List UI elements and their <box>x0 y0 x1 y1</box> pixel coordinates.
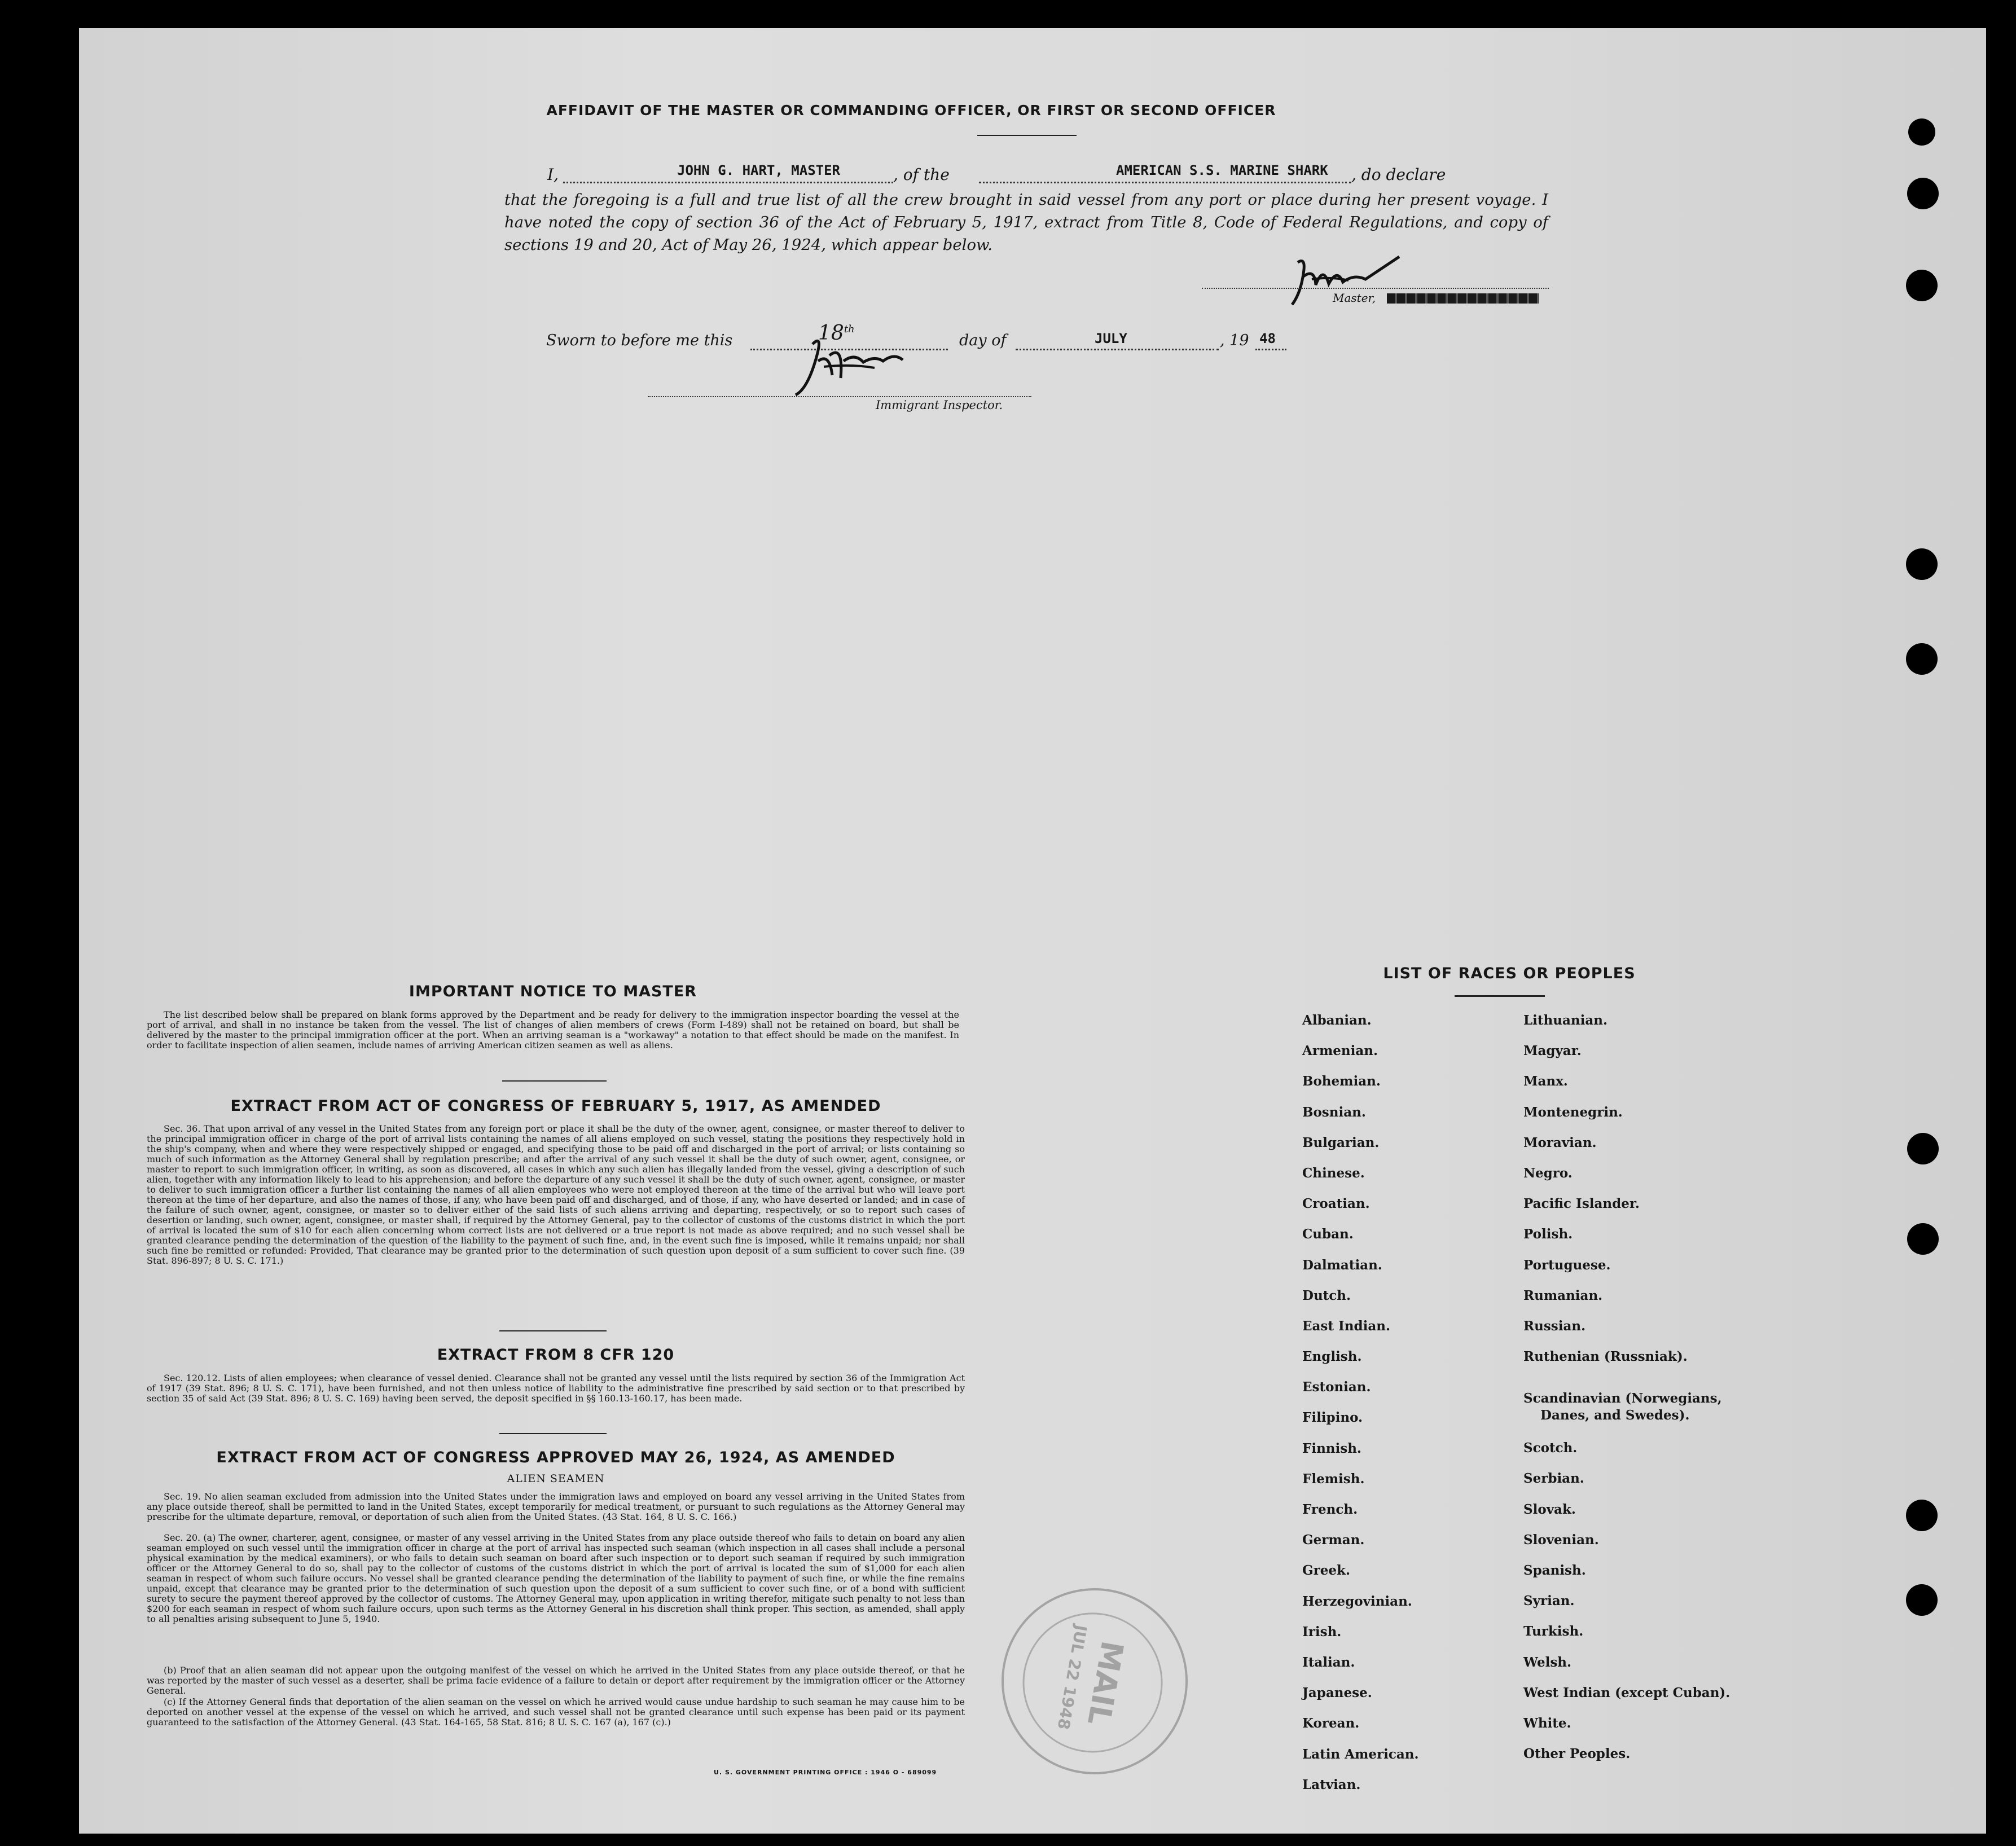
races-title-rule <box>1455 995 1545 997</box>
struck-title <box>1387 293 1539 304</box>
race-item: Scotch. <box>1523 1440 1578 1456</box>
extract-1924-sec20c: (c) If the Attorney General finds that deportation of the alien seaman on the vessel on which he arrived would cause undue hardship to such seaman he may cause him to be deported on another vessel at the expense of the vessel on which he arrived, and such vessel shall not be granted clearance until such expense has been paid or its payment guaranteed to the satisfaction of the Attorney General. (43 Stat. 164-165, 58 Stat. 816; 8 U. S. C. 167 (a), 167 (c).) <box>147 1696 965 1728</box>
races-left-column <box>1302 1013 1418 1808</box>
vessel-line <box>979 182 1351 183</box>
race-item: Polish. <box>1523 1227 1573 1242</box>
race-item: French. <box>1302 1502 1358 1517</box>
affidavit-pronoun: I, <box>547 165 559 184</box>
race-item: Korean. <box>1302 1716 1360 1731</box>
affidavit-title: AFFIDAVIT OF THE MASTER OR COMMANDING OFFICER, OR FIRST OR SECOND OFFICER <box>546 102 1276 118</box>
race-item: Lithuanian. <box>1523 1013 1607 1028</box>
race-item: Negro. <box>1523 1165 1573 1181</box>
notice-rule <box>502 1080 607 1082</box>
binder-hole <box>1906 643 1938 675</box>
extract-1917-title: EXTRACT FROM ACT OF CONGRESS OF FEBRUARY 5, 1917, AS AMENDED <box>230 1097 881 1115</box>
mail-stamp-word: MAIL <box>1081 1638 1131 1728</box>
race-item: Flemish. <box>1302 1471 1365 1487</box>
master-signature <box>1281 251 1428 319</box>
extract-1924-title: EXTRACT FROM ACT OF CONGRESS APPROVED MAY 26, 1924, AS AMENDED <box>216 1449 895 1466</box>
master-signature-line <box>1202 288 1549 289</box>
of-the-text: , of the <box>893 165 950 184</box>
sworn-day-number: 18 <box>818 322 844 345</box>
affidavit-title-rule <box>977 135 1077 136</box>
binder-hole <box>1908 118 1935 146</box>
extract-cfr-title: EXTRACT FROM 8 CFR 120 <box>437 1346 675 1364</box>
extract-1924-sec20a: Sec. 20. (a) The owner, charterer, agent, consignee, or master of any vessel arriving in the United States from any place outside thereof who fails to detain on board any alien seaman employed on such vessel until the immigration officer in charge at the port of arrival has inspected such seaman (which inspection in all cases shall include a personal physical examination by the medical examiners), or who fails to detain such seaman on board after such inspection or to deport such seaman if required by such immigration officer or the Attorney General to do so, shall pay to the collector of customs of the customs district in which the port of arrival is located the sum of $1,000 for each alien seaman in respect of whom such failure occurs. No vessel shall be granted clearance pending the determination of the liability to payment of such fine, or while the fine remains unpaid, except that clearance may be granted prior to the determination of such question upon the deposit of a sum sufficient to cover such fine, or of a bond with sufficient surety to secure the payment thereof approved by the collector of customs. The Attorney General may, upon application in writing therefor, mitigate such penalty to not less than $200 for each seaman in respect of whom such failure occurs, upon such terms as the Attorney General in his discretion shall think proper. This section, as amended, shall apply to all penalties arising subsequent to June 5, 1940. <box>147 1532 965 1624</box>
inspector-signature-line <box>648 396 1031 397</box>
binder-hole <box>1907 1133 1939 1164</box>
race-item: Irish. <box>1302 1624 1342 1640</box>
extract-cfr-rule <box>499 1433 607 1434</box>
binder-hole <box>1907 178 1939 209</box>
race-item: Scandinavian (Norwegians, <box>1523 1391 1722 1407</box>
day-of-text: day of <box>959 332 1007 349</box>
extract-cfr-text: Sec. 120.12. Lists of alien employees; when clearance of vessel denied. Clearance shall not be granted any vessel until the lists required by section 36 of the Immigration Act of 1917 (39 Stat. 896; 8 U. S. C. 171), have been furnished, and not then unless notice of liability to the administrative fine prescribed by said section or to that prescribed by section 35 of said Act (39 Stat. 896; 8 U. S. C. 169) having been served, the deposit specified in §§ 160.13-160.17, has been made. <box>147 1373 965 1404</box>
mail-stamp <box>987 1574 1202 1789</box>
race-item: Italian. <box>1302 1654 1355 1670</box>
race-item: Latin American. <box>1302 1746 1419 1762</box>
race-item: Other Peoples. <box>1523 1746 1631 1762</box>
race-item: Filipino. <box>1302 1410 1363 1426</box>
extract-1917-rule <box>499 1330 607 1331</box>
binder-hole <box>1906 270 1938 301</box>
affidavit-body: that the foregoing is a full and true list of all the crew brought in said vessel from any port or place during her present voyage. I have noted the copy of section 36 of the Act of February 5, 1917, extract from Title 8, Code of Federal Regulations, and copy of sections 19 and 20, Act of May 26, 1924, which appear below. <box>504 191 1548 254</box>
race-item: White. <box>1523 1715 1571 1731</box>
race-item: Moravian. <box>1523 1135 1597 1150</box>
declarant-line <box>563 182 893 183</box>
race-item: Manx. <box>1523 1074 1568 1089</box>
sworn-month: JULY <box>1095 331 1127 346</box>
master-caption: Master, <box>1333 291 1376 305</box>
race-item: Montenegrin. <box>1523 1104 1623 1120</box>
race-item: Serbian. <box>1523 1471 1584 1487</box>
race-item: German. <box>1302 1532 1365 1548</box>
race-item: Russian. <box>1523 1318 1586 1334</box>
race-item: Slovak. <box>1523 1501 1576 1517</box>
race-item: East Indian. <box>1302 1318 1390 1334</box>
race-item: Spanish. <box>1523 1563 1586 1578</box>
mail-stamp-date: JUL 22 1948 <box>1053 1623 1091 1731</box>
extract-1924-sec19: Sec. 19. No alien seaman excluded from admission into the United States under the immigration laws and employed on board any vessel arriving in the United States from any place outside thereof, shall be permitted to land in the United States, except temporarily for medical treatment, or pursuant to such regulations as the Attorney General may prescribe for the ultimate departure, removal, or deportation of such alien from the United States. (43 Stat. 164, 8 U. S. C. 166.) <box>147 1491 965 1522</box>
race-item: Pacific Islander. <box>1523 1196 1640 1212</box>
printer-imprint: U. S. GOVERNMENT PRINTING OFFICE : 1946 O - 689099 <box>714 1769 937 1776</box>
sworn-month-line <box>1016 349 1219 350</box>
extract-1924-subtitle: ALIEN SEAMEN <box>507 1473 605 1485</box>
race-item: Syrian. <box>1523 1593 1575 1609</box>
race-item: Danes, and Swedes). <box>1540 1408 1690 1423</box>
race-item: Welsh. <box>1523 1654 1572 1670</box>
race-item: Albanian. <box>1302 1013 1372 1028</box>
race-item: Dalmatian. <box>1302 1257 1382 1273</box>
extract-1924-sec20b: (b) Proof that an alien seaman did not appear upon the outgoing manifest of the vessel on which he arrived in the United States from any place outside thereof, or that he was reported by the master of such vessel as a deserter, shall be prima facie evidence of a failure to detain or deport after requirement by the immigration officer or the Attorney General. <box>147 1665 965 1696</box>
race-item: West Indian (except Cuban). <box>1523 1685 1730 1700</box>
race-item: Japanese. <box>1302 1685 1372 1701</box>
inspector-caption: Immigrant Inspector. <box>876 398 1003 412</box>
race-item: Slovenian. <box>1523 1532 1599 1548</box>
binder-hole <box>1907 1223 1939 1255</box>
race-item: Finnish. <box>1302 1440 1361 1456</box>
races-right-column <box>1523 1013 1730 1777</box>
declarant-name: JOHN G. HART, MASTER <box>677 162 840 178</box>
race-item: Magyar. <box>1523 1043 1582 1059</box>
race-item: Dutch. <box>1302 1287 1351 1303</box>
race-item: Croatian. <box>1302 1196 1370 1212</box>
vessel-name: AMERICAN S.S. MARINE SHARK <box>1116 162 1328 178</box>
inspector-signature <box>790 322 937 406</box>
do-declare-text: , do declare <box>1351 165 1446 184</box>
race-item: Bohemian. <box>1302 1074 1381 1089</box>
race-item: Bulgarian. <box>1302 1135 1380 1150</box>
race-item: Cuban. <box>1302 1227 1354 1242</box>
binder-hole <box>1906 548 1938 580</box>
race-item: Rumanian. <box>1523 1287 1603 1303</box>
notice-title: IMPORTANT NOTICE TO MASTER <box>409 983 697 1000</box>
race-item: Chinese. <box>1302 1165 1365 1181</box>
race-item: Estonian. <box>1302 1379 1371 1395</box>
extract-1917-text: Sec. 36. That upon arrival of any vessel in the United States from any foreign port or place it shall be the duty of the owner, agent, consignee, or master thereof to deliver to the principal immigration officer in charge of the port of arrival lists containing the names of all aliens employed on such vessel, stating the positions they respectively hold in the ship's company, when and where they were respectively shipped or engaged, and specifying those to be paid off and discharged in the port of arrival; or lists containing so much of such information as the Attorney General shall by regulation prescribe; and after the arrival of any such vessel it shall be the duty of such owner, agent, consignee, or master to report to such immigration officer, in writing, as soon as discovered, all cases in which any such alien has illegally landed from the vessel, giving a description of such alien, together with any information likely to lead to his apprehension; and before the departure of any such vessel it shall be the duty of such owner, agent, consignee, or master to deliver to such immigration officer a further list containing the names of all alien employees who were not employed thereon at the time of the arrival but who will leave port thereon at the time of her departure, and also the names of those, if any, who have been paid off and discharged, and of those, if any, who have deserted or landed; and in case of the failure of such owner, agent, consignee, or master so to deliver either of the said lists of such aliens arriving and departing, respectively, or so to report such cases of desertion or landing, such owner, agent, consignee, or master shall, if required by the Attorney General, pay to the collector of customs of the customs district in which the port of arrival is located the sum of $10 for each alien concerning whom correct lists are not delivered or a true report is not made as above required; and no such vessel shall be granted clearance pending the determination of the question of the liability to the payment of such fine, and, in the event such fine is imposed, while it remains unpaid; nor shall such fine be remitted or refunded: Provided, That clearance may be granted prior to the determination of such question upon deposit of a sum sufficient to cover such fine. (39 Stat. 896-897; 8 U. S. C. 171.) <box>147 1123 965 1266</box>
document-page <box>79 28 1986 1834</box>
race-item: Greek. <box>1302 1563 1350 1579</box>
sworn-year: 48 <box>1259 331 1276 346</box>
year-line <box>1255 349 1286 350</box>
race-item: Latvian. <box>1302 1777 1361 1792</box>
binder-hole <box>1906 1500 1938 1531</box>
notice-text: The list described below shall be prepared on blank forms approved by the Department and be ready for delivery to the immigration inspector boarding the vessel at the port of arrival, and shall in no instance be taken from the vessel. The list of changes of alien members of crews (Form I-489) shall not be retained on board, but shall be delivered by the master to the principal immigration officer at the port. When an arriving seaman is a "workaway" a notation to that effect should be made on the manifest. In order to facilitate inspection of alien seamen, include names of arriving American citizen seamen as well as aliens. <box>147 1009 959 1051</box>
race-item: English. <box>1302 1349 1362 1365</box>
races-title: LIST OF RACES OR PEOPLES <box>1383 965 1636 982</box>
sworn-prefix: Sworn to before me this <box>546 332 733 349</box>
binder-hole <box>1906 1584 1938 1616</box>
sworn-day-suffix: th <box>844 323 855 335</box>
race-item: Turkish. <box>1523 1624 1584 1640</box>
race-item: Ruthenian (Russniak). <box>1523 1349 1688 1365</box>
race-item: Herzegovinian. <box>1302 1593 1412 1609</box>
race-item: Portuguese. <box>1523 1257 1611 1273</box>
race-item: Bosnian. <box>1302 1104 1366 1120</box>
year-prefix: , 19 <box>1220 332 1249 349</box>
race-item: Armenian. <box>1302 1043 1378 1059</box>
